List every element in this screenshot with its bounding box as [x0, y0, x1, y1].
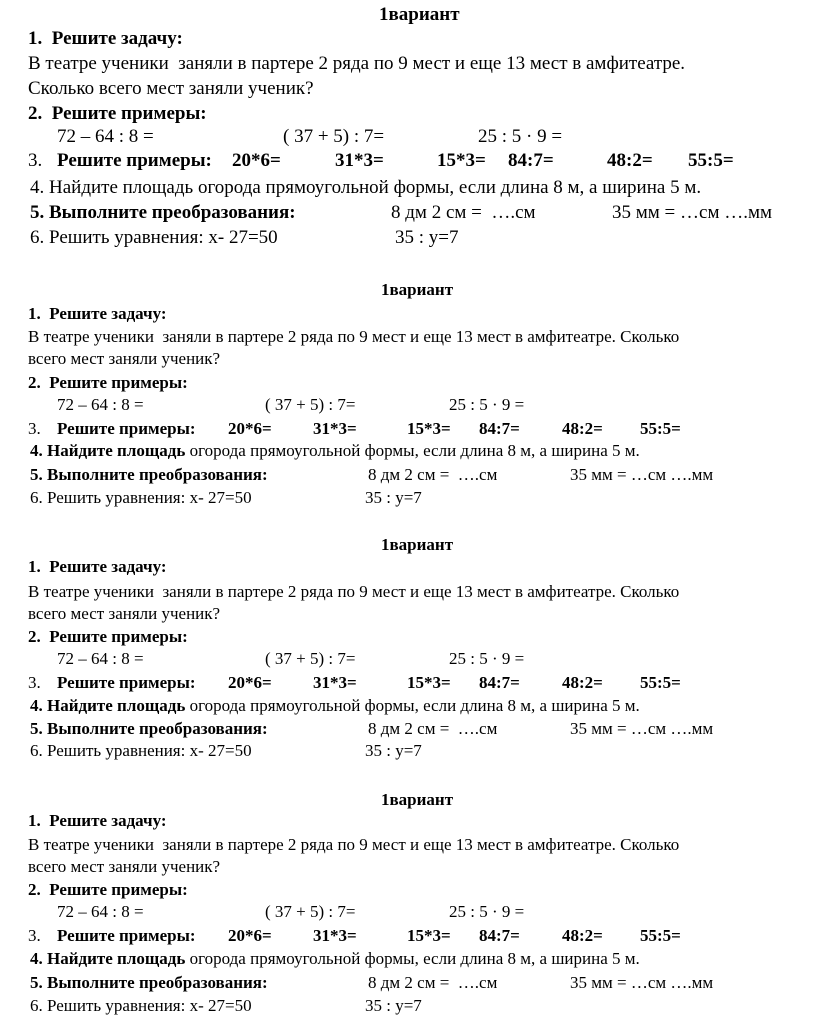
task6-equation: 6. Решить уравнения: х- 27=50 [30, 996, 252, 1015]
task5-heading: 5. Выполните преобразования: [30, 465, 268, 484]
task6-equation: 35 : у=7 [365, 741, 422, 760]
task3-expression: 15*3= [437, 150, 486, 171]
task2-heading: 2. Решите примеры: [28, 103, 207, 124]
task3-heading: Решите примеры: [57, 419, 196, 438]
task5-heading: 5. Выполните преобразования: [30, 973, 268, 992]
task5-conversion: 35 мм = …см ….мм [612, 202, 773, 223]
task4-text: 4. Найдите площадь огорода прямоугольной формы, если длина 8 м, а ширина 5 м. [30, 177, 702, 198]
task2-expression: ( 37 + 5) : 7= [265, 902, 356, 921]
task5-heading: 5. Выполните преобразования: [30, 202, 296, 223]
task4-line [30, 442, 640, 459]
task2-expression: 72 – 64 : 8 = [57, 902, 144, 921]
task2-expression: 25 : 5 · 9 = [449, 395, 525, 414]
task3-expression: 48:2= [607, 150, 653, 171]
task3-number: 3. [28, 150, 43, 171]
variant-title: 1вариант [379, 4, 460, 25]
task2-expression: 25 : 5 · 9 = [449, 649, 525, 668]
task2-expression: 72 – 64 : 8 = [57, 395, 144, 414]
task6-equation: 6. Решить уравнения: х- 27=50 [30, 741, 252, 760]
task3-heading: Решите примеры: [57, 673, 196, 692]
task2-expression: 72 – 64 : 8 = [57, 649, 144, 668]
task6-equation: 35 : у=7 [395, 227, 459, 248]
task2-heading: 2. Решите примеры: [28, 627, 188, 646]
task4-line [30, 697, 640, 714]
task3-expression: 20*6= [228, 673, 272, 692]
task3-expression: 15*3= [407, 926, 451, 945]
task3-expression: 20*6= [228, 926, 272, 945]
task1-text: В театре ученики заняли в партере 2 ряда по 9 мест и еще 13 мест в амфитеатре. Сколько [28, 835, 680, 854]
task1-heading: 1. Решите задачу: [28, 811, 167, 830]
task1-text: В театре ученики заняли в партере 2 ряда по 9 мест и еще 13 мест в амфитеатре. Сколько [28, 327, 680, 346]
task3-expression: 31*3= [335, 150, 384, 171]
task1-text: Сколько всего мест заняли ученик? [28, 78, 314, 99]
task5-conversion: 8 дм 2 см = ….см [391, 202, 536, 223]
task3-expression: 31*3= [313, 419, 357, 438]
task1-text: всего мест заняли ученик? [28, 857, 221, 876]
task2-expression: 25 : 5 · 9 = [478, 126, 563, 147]
task1-text: В театре ученики заняли в партере 2 ряда по 9 мест и еще 13 мест в амфитеатре. [28, 53, 686, 74]
variant-title: 1вариант [381, 280, 454, 299]
task3-heading: Решите примеры: [57, 926, 196, 945]
variant-title: 1вариант [381, 535, 454, 554]
task2-heading: 2. Решите примеры: [28, 373, 188, 392]
task4-line [30, 950, 640, 967]
task3-expression: 15*3= [407, 673, 451, 692]
task4-heading: 4. Найдите площадь [30, 696, 186, 715]
task4-heading: 4. Найдите площадь [30, 949, 186, 968]
task4-text: огорода прямоугольной формы, если длина 8 м, а ширина 5 м. [185, 696, 640, 715]
task1-heading: 1. Решите задачу: [28, 304, 167, 323]
task5-conversion: 35 мм = …см ….мм [570, 973, 714, 992]
task4-text: огорода прямоугольной формы, если длина 8 м, а ширина 5 м. [185, 949, 640, 968]
task2-heading: 2. Решите примеры: [28, 880, 188, 899]
task2-expression: ( 37 + 5) : 7= [283, 126, 385, 147]
task3-expression: 15*3= [407, 419, 451, 438]
task3-expression: 20*6= [228, 419, 272, 438]
task3-expression: 84:7= [479, 673, 520, 692]
task6-equation: 6. Решить уравнения: х- 27=50 [30, 227, 278, 248]
task5-conversion: 8 дм 2 см = ….см [368, 719, 498, 738]
task3-expression: 84:7= [479, 419, 520, 438]
task3-number: 3. [28, 926, 41, 945]
task6-equation: 6. Решить уравнения: х- 27=50 [30, 488, 252, 507]
variant-title: 1вариант [381, 790, 454, 809]
task5-conversion: 8 дм 2 см = ….см [368, 973, 498, 992]
task5-conversion: 35 мм = …см ….мм [570, 465, 714, 484]
task3-number: 3. [28, 419, 41, 438]
task3-expression: 55:5= [640, 673, 681, 692]
task2-expression: ( 37 + 5) : 7= [265, 649, 356, 668]
task3-expression: 55:5= [688, 150, 734, 171]
task5-heading: 5. Выполните преобразования: [30, 719, 268, 738]
task4-text: огорода прямоугольной формы, если длина 8 м, а ширина 5 м. [185, 441, 640, 460]
task2-expression: 72 – 64 : 8 = [57, 126, 154, 147]
task2-expression: 25 : 5 · 9 = [449, 902, 525, 921]
task3-expression: 20*6= [232, 150, 281, 171]
task3-expression: 31*3= [313, 673, 357, 692]
task3-number: 3. [28, 673, 41, 692]
task3-expression: 31*3= [313, 926, 357, 945]
task3-expression: 48:2= [562, 419, 603, 438]
task5-conversion: 8 дм 2 см = ….см [368, 465, 498, 484]
task6-equation: 35 : у=7 [365, 488, 422, 507]
task3-expression: 84:7= [479, 926, 520, 945]
task4-line [30, 178, 701, 197]
task3-expression: 48:2= [562, 673, 603, 692]
task1-text: всего мест заняли ученик? [28, 349, 221, 368]
task3-expression: 84:7= [508, 150, 554, 171]
task6-equation: 35 : у=7 [365, 996, 422, 1015]
task5-conversion: 35 мм = …см ….мм [570, 719, 714, 738]
task2-expression: ( 37 + 5) : 7= [265, 395, 356, 414]
task3-expression: 55:5= [640, 926, 681, 945]
task3-expression: 48:2= [562, 926, 603, 945]
task3-heading: Решите примеры: [57, 150, 212, 171]
task1-text: всего мест заняли ученик? [28, 604, 221, 623]
task4-heading: 4. Найдите площадь [30, 441, 186, 460]
task3-expression: 55:5= [640, 419, 681, 438]
task1-heading: 1. Решите задачу: [28, 28, 183, 49]
task1-text: В театре ученики заняли в партере 2 ряда по 9 мест и еще 13 мест в амфитеатре. Сколько [28, 582, 680, 601]
task1-heading: 1. Решите задачу: [28, 557, 167, 576]
